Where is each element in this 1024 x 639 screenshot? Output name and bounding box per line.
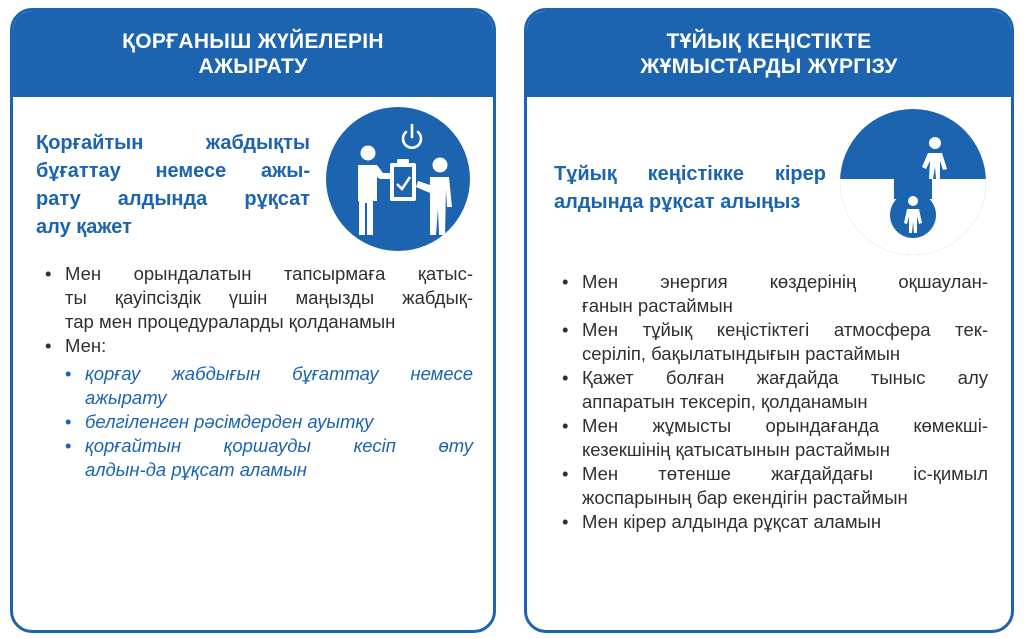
card-header	[527, 11, 1011, 97]
list-item-line: кезекшінің қатысатынын растаймын	[582, 439, 890, 460]
sub-list-item	[65, 410, 473, 434]
requirements-list	[45, 262, 473, 482]
sub-list-line: алдын-да рұқсат аламын	[85, 459, 307, 480]
subtitle-line: рату алдында рұқсат	[36, 188, 310, 210]
sub-list-line: • қорғайтын қоршауды кесіп өту	[85, 435, 473, 456]
list-item-line: серіліп, бақылатындығын растаймын	[582, 343, 901, 364]
list-item-line: • Мен жұмысты орындағанда көмекші-	[582, 415, 988, 436]
card-header	[13, 11, 493, 97]
subtitle-line: бұғаттау немесе ажы-	[36, 160, 310, 182]
list-item-line: ты қауіпсіздік үшін маңызды жабдық-	[65, 287, 473, 308]
list-item	[562, 510, 988, 534]
list-item-line: аппаратын тексеріп, қолданамын	[582, 391, 868, 412]
subtitle-line: Тұйық кеңістікке кірер	[554, 163, 826, 185]
list-item	[562, 270, 988, 318]
list-item-line: тар мен процедураларды қолданамын	[65, 311, 396, 332]
list-item-line: • Мен тұйық кеңістіктегі атмосфера тек-	[582, 319, 988, 340]
sub-list-item	[65, 434, 473, 482]
list-item	[562, 366, 988, 414]
confined-space-icon	[840, 109, 986, 255]
sub-list	[65, 362, 473, 482]
list-item-line: • Мен төтенше жағдайдағы іс-қимыл	[582, 463, 988, 484]
card-confined-space-work	[524, 8, 1014, 633]
list-item-line: • Қажет болған жағдайда тыныс алу	[582, 367, 988, 388]
subtitle-line: алдында рұқсат алыңыз	[554, 191, 801, 213]
list-item-line: • Мен кірер алдында рұқсат аламын	[582, 511, 882, 532]
card-title: ТҰЙЫҚ КЕҢІСТІКТЕ ЖҰМЫСТАРДЫ ЖҮРГІЗУ	[640, 30, 898, 78]
card-title: ҚОРҒАНЫШ ЖҮЙЕЛЕРІН АЖЫРАТУ	[122, 30, 384, 78]
card-subtitle	[36, 129, 310, 241]
list-item-line: жоспарының бар екендігін растаймын	[582, 487, 908, 508]
sub-list-line: ажырату	[85, 387, 167, 408]
permission-people-power-icon	[326, 107, 470, 251]
list-item	[45, 262, 473, 334]
list-item	[45, 334, 473, 482]
requirements-list	[562, 270, 988, 534]
card-lockout-protection-systems	[10, 8, 496, 633]
list-item-line: • Мен:	[65, 335, 107, 356]
subtitle-line: алу қажет	[36, 216, 132, 238]
list-item-line: • Мен орындалатын тапсырмаға қатыс-	[65, 263, 473, 284]
list-item	[562, 414, 988, 462]
sub-list-item	[65, 362, 473, 410]
list-item-line: • Мен энергия көздерінің оқшаулан-	[582, 271, 988, 292]
subtitle-line: Қорғайтын жабдықты	[36, 132, 310, 154]
card-subtitle	[554, 160, 826, 216]
sub-list-line: • қорғау жабдығын бұғаттау немесе	[85, 363, 473, 384]
list-item-line: ғанын растаймын	[582, 295, 733, 316]
list-item	[562, 462, 988, 510]
sub-list-line: • белгіленген рәсімдерден ауытқу	[85, 411, 374, 432]
list-item	[562, 318, 988, 366]
